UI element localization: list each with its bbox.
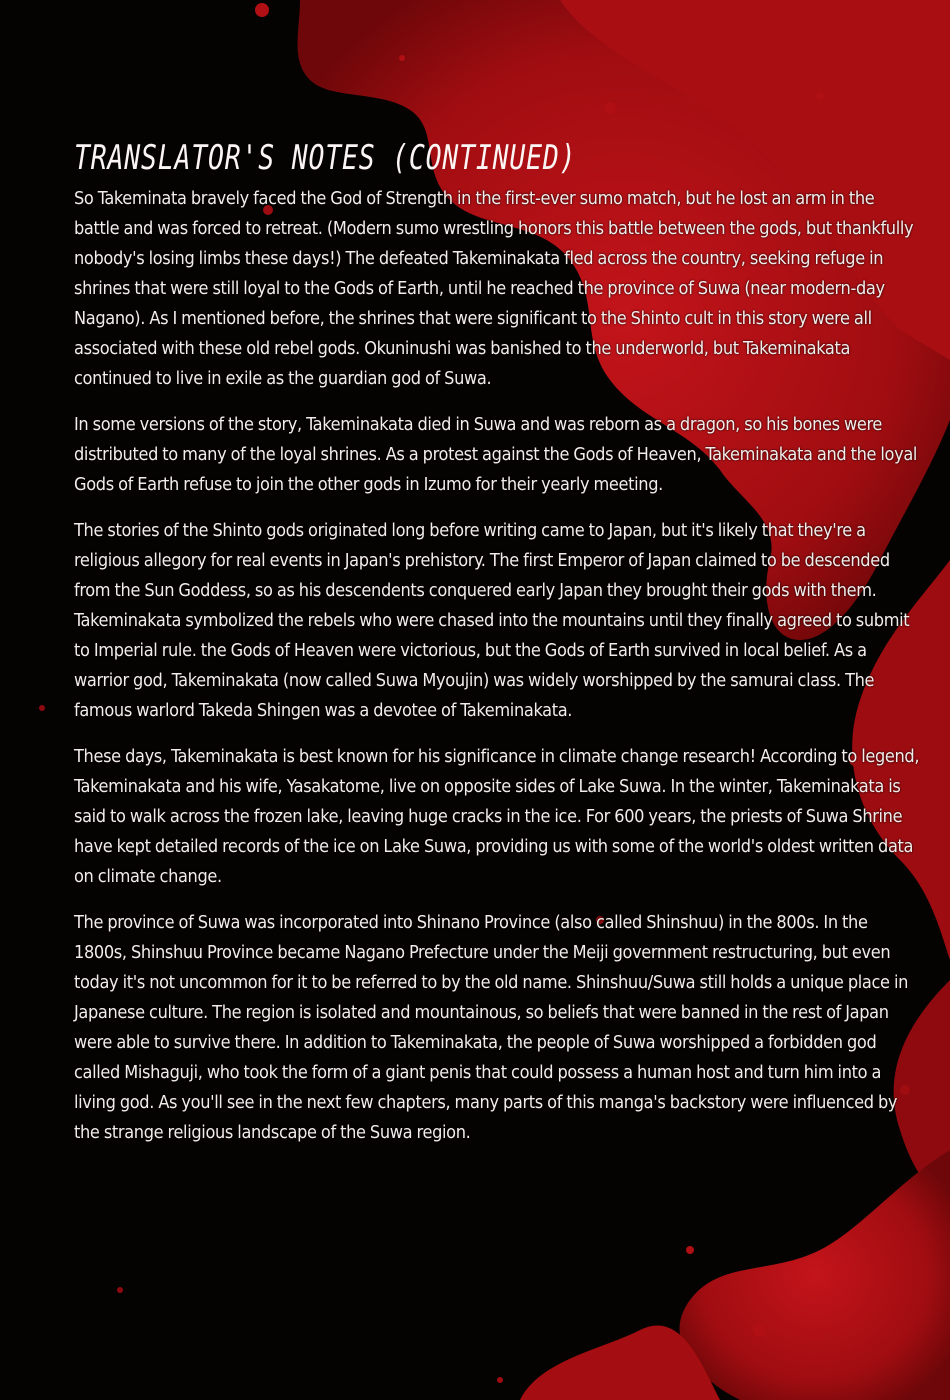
paragraph-1: So Takeminata bravely faced the God of Strength in the first-ever sumo match, but he lost an arm in the battle and was forced to retreat. (Modern sumo wrestling honors this battle between the gods, but thankfully nobody's losing limbs these days!) The defeated Takeminakata fled across the country, seeking refuge in shrines that were still loyal to the Gods of Earth, until he reached the province of Suwa (near modern-day Nagano). As I mentioned before, the shrines that were significant to the Shinto cult in this story were all associated with these old rebel gods. Okuninushi was banished to the underworld, but Takeminakata continued to live in exile as the guardian god of Suwa.	[74, 188, 914, 389]
paragraph-3: The stories of the Shinto gods originated long before writing came to Japan, but it's likely that they're a religious allegory for real events in Japan's prehistory. The first Emperor of Japan claimed to be descended from the Sun Goddess, so as his descendents conquered early Japan they brought their gods with them. Takeminakata symbolized the rebels who were chased into the mountains until they finally agreed to submit to Imperial rule. the Gods of Heaven were victorious, but the Gods of Earth survived in local belief. As a warrior god, Takeminakata (now called Suwa Myoujin) was widely worshipped by the samurai class. The famous warlord Takeda Shingen was a devotee of Takeminakata.	[74, 520, 910, 721]
paragraph-4: These days, Takeminakata is best known for his significance in climate change research! According to legend, Takeminakata and his wife, Yasakatome, live on opposite sides of Lake Suwa. In the winter, Takeminakata is said to walk across the frozen lake, leaving huge cracks in the ice. For 600 years, the priests of Suwa Shrine have kept detailed records of the ice on Lake Suwa, providing us with some of the world's oldest written data on climate change.	[74, 746, 920, 887]
paragraph-5: The province of Suwa was incorporated into Shinano Province (also called Shinshuu) in the 800s. In the 1800s, Shinshuu Province became Nagano Prefecture under the Meiji government restructuring, but even today it's not uncommon for it to be referred to by the old name. Shinshuu/Suwa still holds a unique place in Japanese culture. The region is isolated and mountainous, so beliefs that were banned in the rest of Japan were able to survive there. In addition to Takeminakata, the people of Suwa worshipped a forbidden god called Mishaguji, who took the form of a giant penis that could possess a human host and turn him into a living god. As you'll see in the next few chapters, many parts of this manga's backstory were influenced by the strange religious landscape of the Suwa region.	[74, 912, 909, 1143]
paragraph-2: In some versions of the story, Takeminakata died in Suwa and was reborn as a dragon, so his bones were distributed to many of the loyal shrines. As a protest against the Gods of Heaven, Takeminakata and the loyal Gods of Earth refuse to join the other gods in Izumo for their yearly meeting.	[74, 414, 918, 495]
page-title: TRANSLATOR'S NOTES (CONTINUED)	[74, 138, 577, 178]
notes-content	[74, 132, 922, 1164]
